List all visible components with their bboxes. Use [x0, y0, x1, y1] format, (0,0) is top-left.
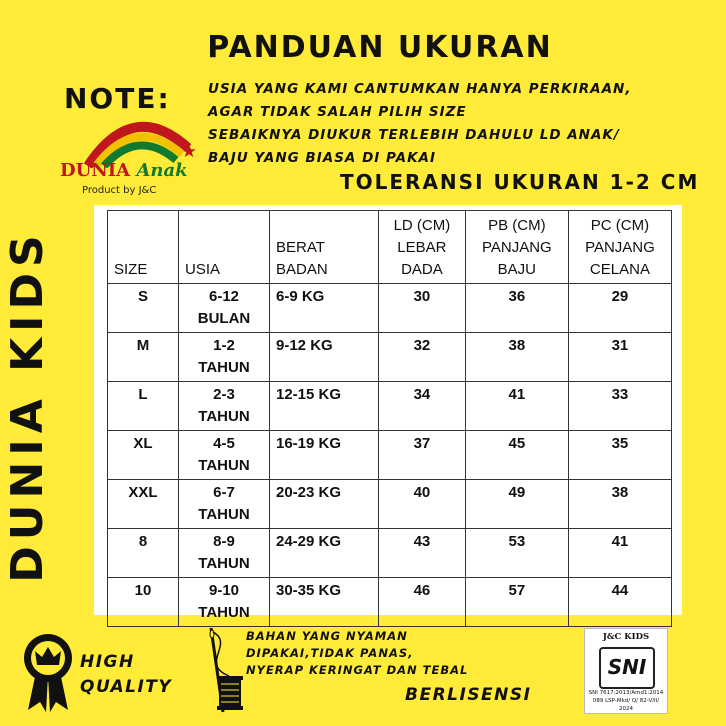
star-icon: [182, 144, 196, 158]
table-row: [108, 333, 672, 382]
cell-pc: [568, 578, 671, 627]
table-row: [108, 578, 672, 627]
brand-sub: Anak: [136, 160, 188, 181]
cell-pb: [465, 431, 568, 480]
cell-usia: [179, 284, 270, 333]
note-line: AGAR TIDAK SALAH PILIH SIZE: [208, 104, 467, 120]
cell-usia-text: TAHUN: [198, 359, 250, 376]
vertical-brand-text: DUNIA KIDS: [2, 229, 53, 583]
cell-pb: [465, 284, 568, 333]
cell-pb-text: 38: [508, 337, 526, 354]
cell-usia-text: TAHUN: [198, 457, 250, 474]
cell-usia-text: TAHUN: [198, 408, 250, 425]
brand-name: [60, 160, 188, 181]
cell-pc-text: 35: [611, 435, 629, 452]
sni-mark: SNI: [599, 647, 655, 689]
header-usia: USIA: [179, 211, 270, 284]
cell-pc-text: 38: [611, 484, 629, 501]
cell-size-text: XL: [133, 435, 153, 452]
cell-usia-text: 8-9: [213, 533, 235, 550]
cell-ld: [379, 578, 466, 627]
cell-berat: [270, 480, 379, 529]
cell-berat: [270, 333, 379, 382]
cell-pb: [465, 382, 568, 431]
size-table: [107, 210, 672, 627]
material-text: [246, 628, 468, 679]
cell-ld-text: 34: [413, 386, 431, 403]
cell-ld-text: 32: [413, 337, 431, 354]
note-line: BAJU YANG BIASA DI PAKAI: [208, 150, 437, 166]
header-berat: BERAT BADAN: [270, 211, 379, 284]
cell-size-text: 10: [134, 582, 152, 599]
cell-ld: [379, 333, 466, 382]
note-text: [208, 78, 723, 170]
cell-size: [108, 431, 179, 480]
cell-size-text: M: [136, 337, 150, 354]
header-pb: PB (CM) PANJANG BAJU: [465, 211, 568, 284]
cell-usia-text: TAHUN: [198, 506, 250, 523]
material-line: DIPAKAI,TIDAK PANAS,: [246, 646, 414, 660]
cell-size-text: 8: [138, 533, 148, 550]
page-title: PANDUAN UKURAN: [207, 30, 553, 65]
cell-usia-text: TAHUN: [198, 604, 250, 621]
cell-pc: [568, 333, 671, 382]
cell-usia-text: 1-2: [213, 337, 235, 354]
cell-pc-text: 44: [611, 582, 629, 599]
cell-ld: [379, 284, 466, 333]
brand-main: DUNIA: [60, 160, 131, 181]
quality-line: HIGH: [80, 652, 135, 672]
cell-size: [108, 480, 179, 529]
cell-pc: [568, 284, 671, 333]
cell-ld: [379, 529, 466, 578]
sni-line: SNI 7617:2013/Amd1:2014: [588, 690, 664, 696]
table-row: [108, 382, 672, 431]
cell-size-text: S: [137, 288, 148, 305]
note-line: SEBAIKNYA DIUKUR TERLEBIH DAHULU LD ANAK/: [208, 127, 620, 143]
table-header-row: [108, 211, 672, 284]
cell-ld-text: 40: [413, 484, 431, 501]
cell-berat-text: 12-15 KG: [276, 386, 342, 403]
cell-berat: [270, 382, 379, 431]
cell-size-text: XXL: [128, 484, 158, 501]
cell-usia: [179, 382, 270, 431]
cell-usia: [179, 431, 270, 480]
cell-usia-text: 4-5: [213, 435, 235, 452]
cell-usia-text: 9-10: [208, 582, 240, 599]
header-ld: LD (CM) LEBAR DADA: [379, 211, 466, 284]
license-text: BERLISENSI: [405, 685, 532, 705]
needle-thread-icon: [205, 624, 245, 714]
table-row: [108, 284, 672, 333]
cell-pc: [568, 480, 671, 529]
table-row: [108, 480, 672, 529]
rainbow-logo-icon: [78, 108, 208, 168]
cell-usia-text: 6-12: [208, 288, 240, 305]
header-size: SIZE: [108, 211, 179, 284]
note-label: NOTE:: [64, 82, 171, 115]
table-row: [108, 529, 672, 578]
cell-usia: [179, 333, 270, 382]
sni-details: [587, 689, 665, 713]
cell-size: [108, 382, 179, 431]
cell-berat-text: 6-9 KG: [276, 288, 325, 305]
cell-berat: [270, 578, 379, 627]
header-pc: PC (CM) PANJANG CELANA: [568, 211, 671, 284]
cell-berat-text: 24-29 KG: [276, 533, 342, 550]
brand-logo: [60, 108, 210, 203]
cell-berat: [270, 284, 379, 333]
cell-usia-text: 2-3: [213, 386, 235, 403]
quality-text: [80, 650, 172, 700]
cell-pc: [568, 382, 671, 431]
cell-size: [108, 529, 179, 578]
cell-usia: [179, 529, 270, 578]
quality-line: QUALITY: [80, 677, 173, 697]
cell-pb-text: 57: [508, 582, 526, 599]
tolerance-text: TOLERANSI UKURAN 1-2 CM: [340, 170, 700, 194]
cell-usia-text: 6-7: [213, 484, 235, 501]
material-line: NYERAP KERINGAT DAN TEBAL: [246, 663, 469, 677]
cell-size: [108, 333, 179, 382]
cell-pc-text: 29: [611, 288, 629, 305]
cell-ld: [379, 480, 466, 529]
cell-pb-text: 41: [508, 386, 526, 403]
cell-berat-text: 20-23 KG: [276, 484, 342, 501]
size-table-card: [94, 205, 682, 621]
cell-pb: [465, 480, 568, 529]
cell-berat: [270, 529, 379, 578]
cell-berat-text: 9-12 KG: [276, 337, 333, 354]
cell-size: [108, 284, 179, 333]
table-row: [108, 431, 672, 480]
cell-pc: [568, 431, 671, 480]
cell-berat-text: 16-19 KG: [276, 435, 342, 452]
note-line: USIA YANG KAMI CANTUMKAN HANYA PERKIRAAN,: [208, 81, 632, 97]
cell-ld: [379, 431, 466, 480]
cell-berat-text: 30-35 KG: [276, 582, 342, 599]
cell-pb-text: 53: [508, 533, 526, 550]
cell-berat: [270, 431, 379, 480]
cell-size: [108, 578, 179, 627]
cell-ld: [379, 382, 466, 431]
cell-pc-text: 41: [611, 533, 629, 550]
sni-certificate-label: [584, 628, 668, 714]
cell-ld-text: 30: [413, 288, 431, 305]
sni-brand: J&C KIDS: [602, 632, 650, 642]
crown-badge-icon: [22, 632, 74, 712]
cell-size-text: L: [138, 386, 148, 403]
cell-usia: [179, 480, 270, 529]
cell-usia: [179, 578, 270, 627]
cell-usia-text: TAHUN: [198, 555, 250, 572]
cell-pb: [465, 578, 568, 627]
cell-usia-text: BULAN: [197, 310, 251, 327]
material-line: BAHAN YANG NYAMAN: [246, 629, 408, 643]
cell-pc-text: 31: [611, 337, 629, 354]
cell-pb-text: 49: [508, 484, 526, 501]
cell-ld-text: 43: [413, 533, 431, 550]
cell-pc-text: 33: [611, 386, 629, 403]
cell-ld-text: 37: [413, 435, 431, 452]
brand-byline: Product by J&C: [82, 185, 157, 196]
cell-pb: [465, 529, 568, 578]
cell-pb-text: 36: [508, 288, 526, 305]
cell-pb-text: 45: [508, 435, 526, 452]
sni-line: 089 LSP-Mkd/ Q/ 82-V/II/ 2024: [592, 698, 660, 712]
cell-pc: [568, 529, 671, 578]
cell-pb: [465, 333, 568, 382]
cell-ld-text: 46: [413, 582, 431, 599]
